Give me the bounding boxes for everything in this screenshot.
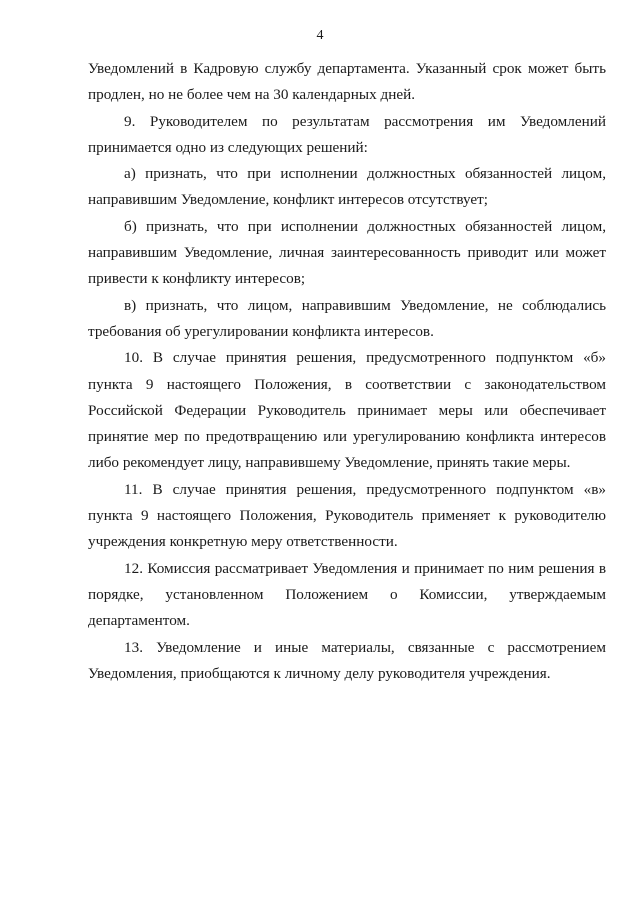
text-line: требования об урегулировании конфликта интересов. xyxy=(88,322,434,340)
text-line: а) признать, что при исполнении должностных обязанностей лицом, xyxy=(124,165,606,183)
text-line: направившим Уведомление, конфликт интересов отсутствует; xyxy=(88,191,488,209)
paragraph-item-13 xyxy=(88,635,606,688)
text-line: 13. Уведомление и иные материалы, связанные с рассмотрением xyxy=(124,638,606,656)
text-line: 12. Комиссия рассматривает Уведомления и принимает по ним решения в xyxy=(124,559,606,577)
text-line: продлен, но не более чем на 30 календарных дней. xyxy=(88,86,416,104)
text-line: департаментом. xyxy=(88,612,190,630)
text-line: 10. В случае принятия решения, предусмотренного подпунктом «б» xyxy=(124,349,606,367)
text-line: в) признать, что лицом, направившим Уведомление, не соблюдались xyxy=(124,296,606,314)
text-line: либо рекомендует лицу, направившему Уведомление, принять такие меры. xyxy=(88,454,571,472)
paragraph-subitem-v xyxy=(88,293,606,346)
text-line: привести к конфликту интересов; xyxy=(88,270,306,288)
page-number: 4 xyxy=(316,28,324,43)
text-line: Российской Федерации Руководитель принимает меры или обеспечивает xyxy=(88,401,606,419)
paragraph-item-11 xyxy=(88,477,606,556)
paragraph-subitem-a xyxy=(88,161,606,214)
text-line: порядке, установленном Положением о Комиссии, утверждаемым xyxy=(88,585,606,603)
paragraph-item-9 xyxy=(88,109,606,162)
paragraph-item-10 xyxy=(88,345,606,476)
paragraph-subitem-b xyxy=(88,214,606,293)
text-line: принимается одно из следующих решений: xyxy=(88,138,368,156)
text-line: принятие мер по предотвращению или урегулированию конфликта интересов xyxy=(88,428,606,446)
text-line: направившим Уведомление, личная заинтересованность приводит или может xyxy=(88,244,606,262)
document-body xyxy=(88,56,606,687)
text-line: 11. В случае принятия решения, предусмотренного подпунктом «в» xyxy=(124,480,606,498)
paragraph-continuation xyxy=(88,56,606,109)
text-line: Уведомлений в Кадровую службу департамента. Указанный срок может быть xyxy=(88,60,606,77)
text-line: Уведомления, приобщаются к личному делу руководителя учреждения. xyxy=(88,664,551,682)
text-line: учреждения конкретную меру ответственности. xyxy=(88,533,398,551)
text-line: пункта 9 настоящего Положения, в соответствии с законодательством xyxy=(88,375,606,393)
text-line: пункта 9 настоящего Положения, Руководитель применяет к руководителю xyxy=(88,507,606,525)
text-line: 9. Руководителем по результатам рассмотрения им Уведомлений xyxy=(124,112,606,130)
paragraph-item-12 xyxy=(88,556,606,635)
text-line: б) признать, что при исполнении должностных обязанностей лицом, xyxy=(124,217,606,235)
